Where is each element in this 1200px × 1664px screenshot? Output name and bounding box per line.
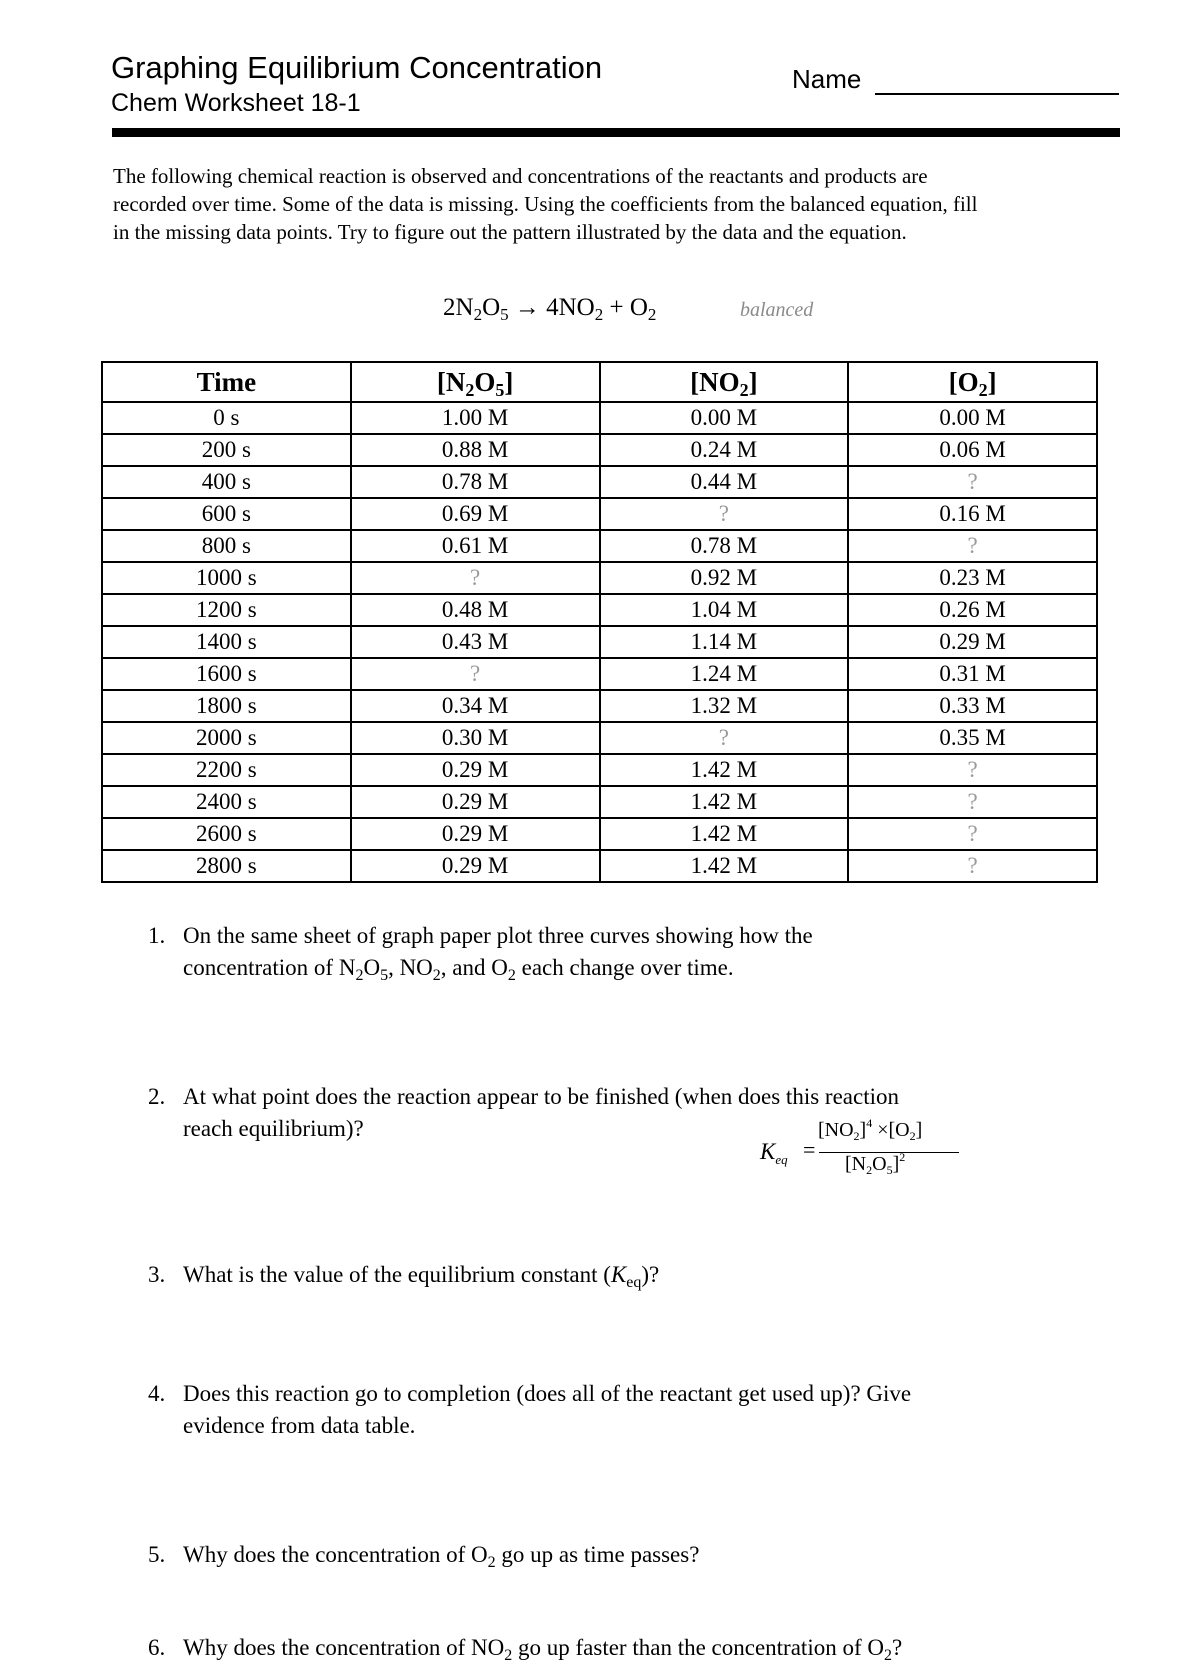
worksheet-title: Graphing Equilibrium Concentration: [111, 50, 603, 85]
cell-n2o5: 0.30 M: [351, 722, 600, 754]
intro-paragraph: [113, 162, 1113, 246]
equation-reactant-coeff: 2: [443, 294, 456, 321]
cell-time: 1000 s: [102, 562, 351, 594]
cell-time: 400 s: [102, 466, 351, 498]
cell-no2: 1.32 M: [600, 690, 849, 722]
cell-no2: 1.14 M: [600, 626, 849, 658]
cell-no2: 0.92 M: [600, 562, 849, 594]
q3-text-a: What is the value of the equilibrium constant (: [183, 1262, 611, 1287]
question-item: [140, 1539, 1100, 1571]
q1-text-c: , NO: [388, 955, 433, 980]
question-list: [140, 920, 1100, 1664]
q5-text-a: Why does the concentration of O: [183, 1542, 488, 1567]
q-sub: 2: [355, 967, 364, 984]
cell-no2: 0.44 M: [600, 466, 849, 498]
cell-n2o5: 0.34 M: [351, 690, 600, 722]
keq-num-b: ]: [859, 1119, 867, 1141]
cell-o2: 0.33 M: [848, 690, 1097, 722]
cell-o2: 0.26 M: [848, 594, 1097, 626]
question-number: 2.: [148, 1084, 166, 1109]
question-number: 3.: [148, 1262, 166, 1287]
intro-line: recorded over time. Some of the data is missing. Using the coefficients from the balanced equation, fill: [113, 192, 978, 216]
table-row: [102, 498, 1097, 530]
equation-sub: 5: [500, 305, 509, 324]
cell-time: 200 s: [102, 434, 351, 466]
cell-n2o5[interactable]: ?: [351, 658, 600, 690]
equation-reactant-n: N: [455, 294, 474, 321]
cell-time: 800 s: [102, 530, 351, 562]
question-item: [140, 920, 1100, 984]
keq-k: K: [760, 1139, 776, 1164]
cell-time: 2800 s: [102, 850, 351, 882]
cell-o2[interactable]: ?: [848, 466, 1097, 498]
table-row: [102, 626, 1097, 658]
equation-reactant-o: O: [482, 294, 501, 321]
keq-den-a: [N: [845, 1153, 867, 1175]
table-row: [102, 562, 1097, 594]
question-text: [183, 1632, 1100, 1664]
keq-equals: =: [803, 1137, 816, 1162]
q6-text-c: ?: [891, 1635, 903, 1660]
cell-time: 2600 s: [102, 818, 351, 850]
cell-n2o5[interactable]: ?: [351, 562, 600, 594]
table-row: [102, 754, 1097, 786]
keq-sup: 4: [866, 1116, 873, 1130]
cell-no2: 1.42 M: [600, 786, 849, 818]
keq-num-d: ]: [915, 1119, 923, 1141]
cell-no2: 0.24 M: [600, 434, 849, 466]
q1-text-b: O: [363, 955, 381, 980]
table-header-row: [102, 362, 1097, 402]
question-text: On the same sheet of graph paper plot three curves showing how the: [183, 923, 813, 948]
cell-o2: 0.29 M: [848, 626, 1097, 658]
cell-no2: 1.24 M: [600, 658, 849, 690]
cell-o2: 0.00 M: [848, 402, 1097, 434]
table-row: [102, 690, 1097, 722]
intro-line: The following chemical reaction is observed and concentrations of the reactants and products are: [113, 164, 928, 188]
keq-sub: 2: [853, 1129, 860, 1143]
header-sub: 2: [978, 380, 988, 400]
keq-sub: eq: [775, 1152, 788, 1167]
cell-no2[interactable]: ?: [600, 498, 849, 530]
header-no2: [600, 362, 849, 402]
equation-balanced-note: balanced: [740, 299, 814, 321]
question-text: reach equilibrium)?: [183, 1116, 364, 1141]
cell-n2o5: 0.43 M: [351, 626, 600, 658]
keq-num-c: ×[O: [872, 1119, 910, 1141]
question-item: [140, 1259, 1100, 1291]
table-row: [102, 402, 1097, 434]
cell-no2: 1.04 M: [600, 594, 849, 626]
cell-no2: 1.42 M: [600, 754, 849, 786]
concentration-table: [101, 361, 1098, 883]
header-o2-close: ]: [987, 367, 997, 397]
cell-o2: 0.16 M: [848, 498, 1097, 530]
cell-time: 1200 s: [102, 594, 351, 626]
header-o2: [848, 362, 1097, 402]
question-item: [140, 1378, 1100, 1442]
q-sub: 2: [883, 1647, 892, 1664]
cell-time: 2400 s: [102, 786, 351, 818]
q5-text-b: go up as time passes?: [495, 1542, 700, 1567]
keq-sub: 5: [886, 1163, 893, 1177]
keq-numerator: [818, 1116, 923, 1143]
cell-o2[interactable]: ?: [848, 786, 1097, 818]
intro-line: in the missing data points. Try to figure out the pattern illustrated by the data and the equation.: [113, 220, 907, 244]
equation-product2: O: [629, 294, 648, 321]
header-o2-open: [O: [948, 367, 979, 397]
table-row: [102, 594, 1097, 626]
header-n2o5-close: ]: [504, 367, 514, 397]
keq-den-b: O: [872, 1153, 887, 1175]
keq-sup: 2: [899, 1150, 906, 1164]
q6-text-b: go up faster than the concentration of O: [512, 1635, 884, 1660]
header-no2-close: ]: [748, 367, 758, 397]
keq-symbol: [760, 1139, 788, 1165]
cell-o2[interactable]: ?: [848, 530, 1097, 562]
cell-time: 600 s: [102, 498, 351, 530]
table-row: [102, 530, 1097, 562]
cell-time: 1400 s: [102, 626, 351, 658]
question-text: evidence from data table.: [183, 1413, 416, 1438]
q-sub: 2: [507, 967, 516, 984]
q3-text-b: )?: [641, 1262, 660, 1287]
cell-o2: 0.23 M: [848, 562, 1097, 594]
question-number: 1.: [148, 923, 166, 948]
header-n2o5-open: [N: [436, 367, 466, 397]
keq-num-a: [NO: [818, 1119, 854, 1141]
header-sub: 2: [739, 380, 749, 400]
table-row: [102, 466, 1097, 498]
cell-n2o5: 0.61 M: [351, 530, 600, 562]
cell-n2o5: 0.29 M: [351, 850, 600, 882]
equation-sub: 2: [473, 305, 483, 324]
cell-n2o5: 0.78 M: [351, 466, 600, 498]
header-no2-open: [NO: [690, 367, 740, 397]
q-sub: 5: [380, 967, 389, 984]
cell-n2o5: 0.29 M: [351, 818, 600, 850]
header-rule: [112, 128, 1120, 137]
q-sub: eq: [626, 1274, 642, 1291]
cell-time: 1800 s: [102, 690, 351, 722]
cell-o2: 0.35 M: [848, 722, 1097, 754]
header-time: Time: [102, 362, 351, 402]
keq-sub: 2: [909, 1129, 916, 1143]
cell-o2: 0.06 M: [848, 434, 1097, 466]
table-row: [102, 658, 1097, 690]
cell-n2o5: 0.88 M: [351, 434, 600, 466]
table-row: [102, 818, 1097, 850]
equation-plus: +: [609, 294, 624, 321]
cell-n2o5: 0.29 M: [351, 754, 600, 786]
equation-sub: 2: [647, 305, 657, 324]
question-number: 5.: [148, 1542, 166, 1567]
table-row: [102, 434, 1097, 466]
q1-text-e: each change over time.: [515, 955, 734, 980]
cell-n2o5: 0.69 M: [351, 498, 600, 530]
question-text: [183, 1259, 1100, 1291]
name-field[interactable]: [875, 93, 1119, 95]
cell-o2[interactable]: ?: [848, 850, 1097, 882]
cell-time: 1600 s: [102, 658, 351, 690]
header-sub: 2: [465, 380, 475, 400]
question-text: Does this reaction go to completion (does all of the reactant get used up)? Give: [183, 1381, 912, 1406]
table-row: [102, 722, 1097, 754]
name-label: Name: [792, 64, 862, 94]
question-text: At what point does the reaction appear to be finished (when does this reaction: [183, 1084, 899, 1109]
cell-o2[interactable]: ?: [848, 754, 1097, 786]
cell-time: 2000 s: [102, 722, 351, 754]
question-text: [183, 952, 1100, 984]
question-text: [183, 1539, 1100, 1571]
equation-sub: 2: [594, 305, 604, 324]
table-row: [102, 786, 1097, 818]
cell-n2o5: 0.48 M: [351, 594, 600, 626]
header-n2o5-o: O: [474, 367, 496, 397]
chemical-equation: [443, 292, 656, 324]
q3-k: K: [610, 1262, 627, 1287]
cell-no2[interactable]: ?: [600, 722, 849, 754]
keq-denominator: [845, 1150, 906, 1177]
cell-no2: 0.78 M: [600, 530, 849, 562]
cell-no2: 0.00 M: [600, 402, 849, 434]
equation-product1-coeff: 4: [546, 294, 559, 321]
reaction-arrow-icon: →: [514, 294, 540, 321]
q1-text-a: concentration of N: [183, 955, 356, 980]
q6-text-a: Why does the concentration of NO: [183, 1635, 505, 1660]
header-sub: 5: [495, 380, 505, 400]
question-number: 4.: [148, 1381, 166, 1406]
table-row: [102, 850, 1097, 882]
cell-time: 0 s: [102, 402, 351, 434]
keq-den-c: ]: [892, 1153, 900, 1175]
q-sub: 2: [487, 1554, 496, 1571]
cell-o2[interactable]: ?: [848, 818, 1097, 850]
header-n2o5: [351, 362, 600, 402]
equation-product1: NO: [558, 294, 595, 321]
q-sub: 2: [504, 1647, 513, 1664]
worksheet-subtitle: Chem Worksheet 18-1: [111, 89, 361, 117]
cell-time: 2200 s: [102, 754, 351, 786]
cell-n2o5: 0.29 M: [351, 786, 600, 818]
cell-o2: 0.31 M: [848, 658, 1097, 690]
cell-no2: 1.42 M: [600, 850, 849, 882]
cell-n2o5: 1.00 M: [351, 402, 600, 434]
q1-text-d: , and O: [440, 955, 508, 980]
cell-no2: 1.42 M: [600, 818, 849, 850]
keq-sub: 2: [866, 1163, 873, 1177]
question-number: 6.: [148, 1635, 166, 1660]
question-item: [140, 1081, 1100, 1145]
question-item: [140, 1632, 1100, 1664]
q-sub: 2: [432, 967, 441, 984]
